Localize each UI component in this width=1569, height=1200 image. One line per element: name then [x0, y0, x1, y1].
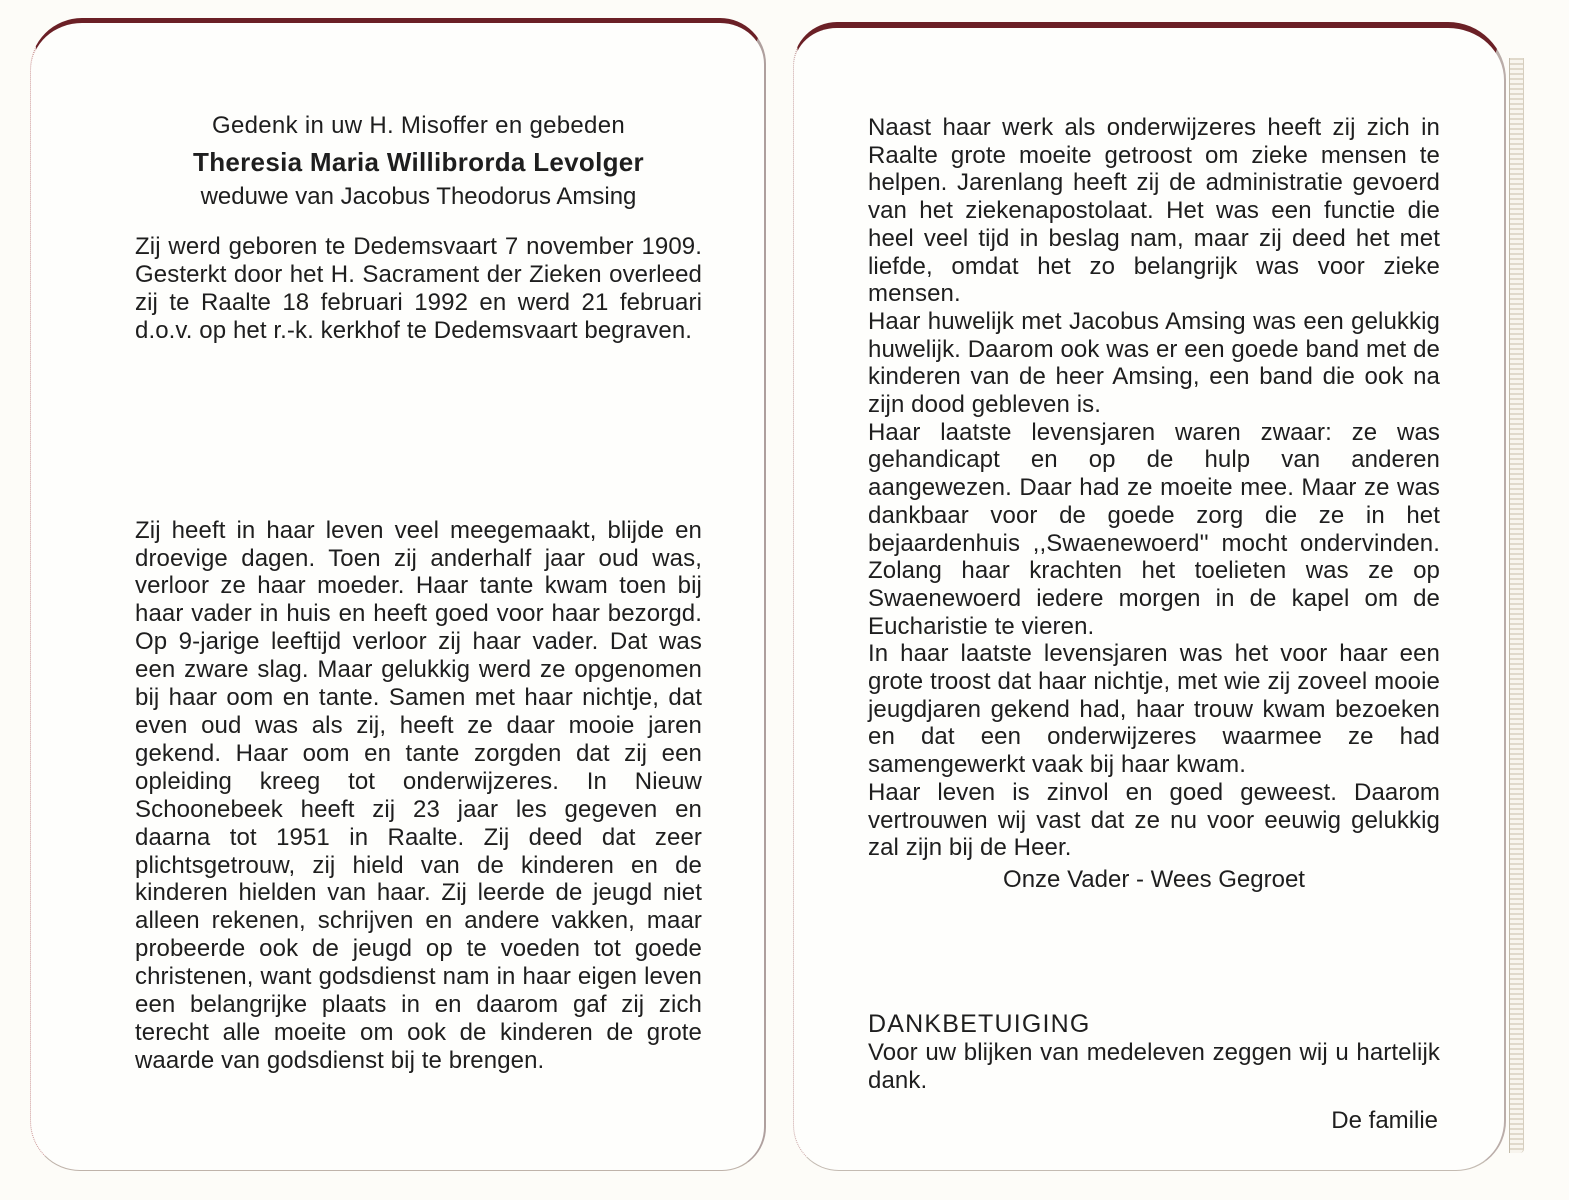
dedication-line: Gedenk in uw H. Misoffer en gebeden: [212, 112, 625, 139]
left-page-content: [31, 23, 764, 1170]
acknowledgement-body: Voor uw blijken van medeleven zeggen wij u hartelijk dank.: [868, 1038, 1440, 1094]
niece-visits-paragraph: In haar laatste levensjaren was het voor haar een grote troost dat haar nichtje, met wie zij zoveel mooie jeugdjaren gekend had, haar trouw kwam bezoeken en dat een onderwijzeres waarmee ze had samengewerkt vaak bij haar kwam.: [868, 640, 1440, 779]
family-signature: De familie: [1331, 1107, 1438, 1135]
widow-line: weduwe van Jacobus Theodorus Amsing: [200, 183, 637, 210]
last-years-paragraph: Haar laatste levensjaren waren zwaar: ze was gehandicapt en op de hulp van anderen aangewezen. Daar had ze moeite mee. Maar ze was dankbaar voor de goede zorg die ze in het bejaardenhuis ,,Swaenewoerd'' mocht ondervinden. Zolang haar krachten het toelieten was ze op Swaenewoerd iedere morgen in de kapel om de Eucharistie te vieren.: [868, 418, 1440, 640]
deceased-name: Theresia Maria Willibrorda Levolger: [193, 147, 644, 177]
birth-death-paragraph: Zij werd geboren te Dedemsvaart 7 november 1909. Gesterkt door het H. Sacrament der Zieken overleed zij te Raalte 18 februari 1992 en werd 21 februari d.o.v. op het r.-k. kerkhof te Dedemsvaart begraven.: [135, 233, 702, 344]
acknowledgement-heading: DANKBETUIGING: [868, 1009, 1091, 1038]
right-page: [793, 22, 1506, 1171]
closing-paragraph: Haar leven is zinvol en goed geweest. Daarom vertrouwen wij vast dat ze nu voor eeuwig gelukkig zal zijn bij de Heer.: [868, 778, 1440, 862]
teaching-sick-care-paragraph: Naast haar werk als onderwijzeres heeft zij zich in Raalte grote moeite getroost om zieke mensen te helpen. Jarenlang heeft zij de administratie gevoerd van het ziekenapostolaat. Het was een functie die heel veel tijd in beslag nam, maar zij deed het met liefde, omdat het zo belangrijk was voor zieke mensen.: [868, 114, 1440, 308]
left-page: [30, 18, 766, 1171]
right-page-content: [794, 28, 1504, 1170]
book-page-edges-texture: [1509, 58, 1524, 1153]
life-story-paragraph: Zij heeft in haar leven veel meegemaakt, blijde en droevige dagen. Toen zij anderhalf jaar oud was, verloor ze haar moeder. Haar tante kwam toen bij haar vader in huis en heeft goed voor haar bezorgd. Op 9-jarige leeftijd verloor zij haar vader. Dat was een zware slag. Maar gelukkig werd ze opgenomen bij haar oom en tante. Samen met haar nichtje, dat even oud was als zij, heeft ze daar mooie jaren gekend. Haar oom en tante zorgden dat zij een opleiding kreeg tot onderwijzeres. In Nieuw Schoonebeek heeft zij 23 jaar les gegeven en daarna tot 1951 in Raalte. Zij deed dat zeer plichtsgetrouw, zij hield van de kinderen en de kinderen hielden van haar. Zij leerde de jeugd niet alleen rekenen, schrijven en andere vakken, maar probeerde ook de jeugd op te voeden tot goede christenen, want godsdienst nam in haar eigen leven een belangrijke plaats in en daarom gaf zij zich terecht alle moeite om ook de kinderen de grote waarde van godsdienst bij te brengen.: [135, 516, 702, 1074]
marriage-paragraph: Haar huwelijk met Jacobus Amsing was een gelukkig huwelijk. Daarom ook was er een goede band met de kinderen van de heer Amsing, een band die ook na zijn dood gebleven is.: [868, 307, 1440, 419]
prayer-line: Onze Vader - Wees Gegroet: [1003, 865, 1305, 893]
